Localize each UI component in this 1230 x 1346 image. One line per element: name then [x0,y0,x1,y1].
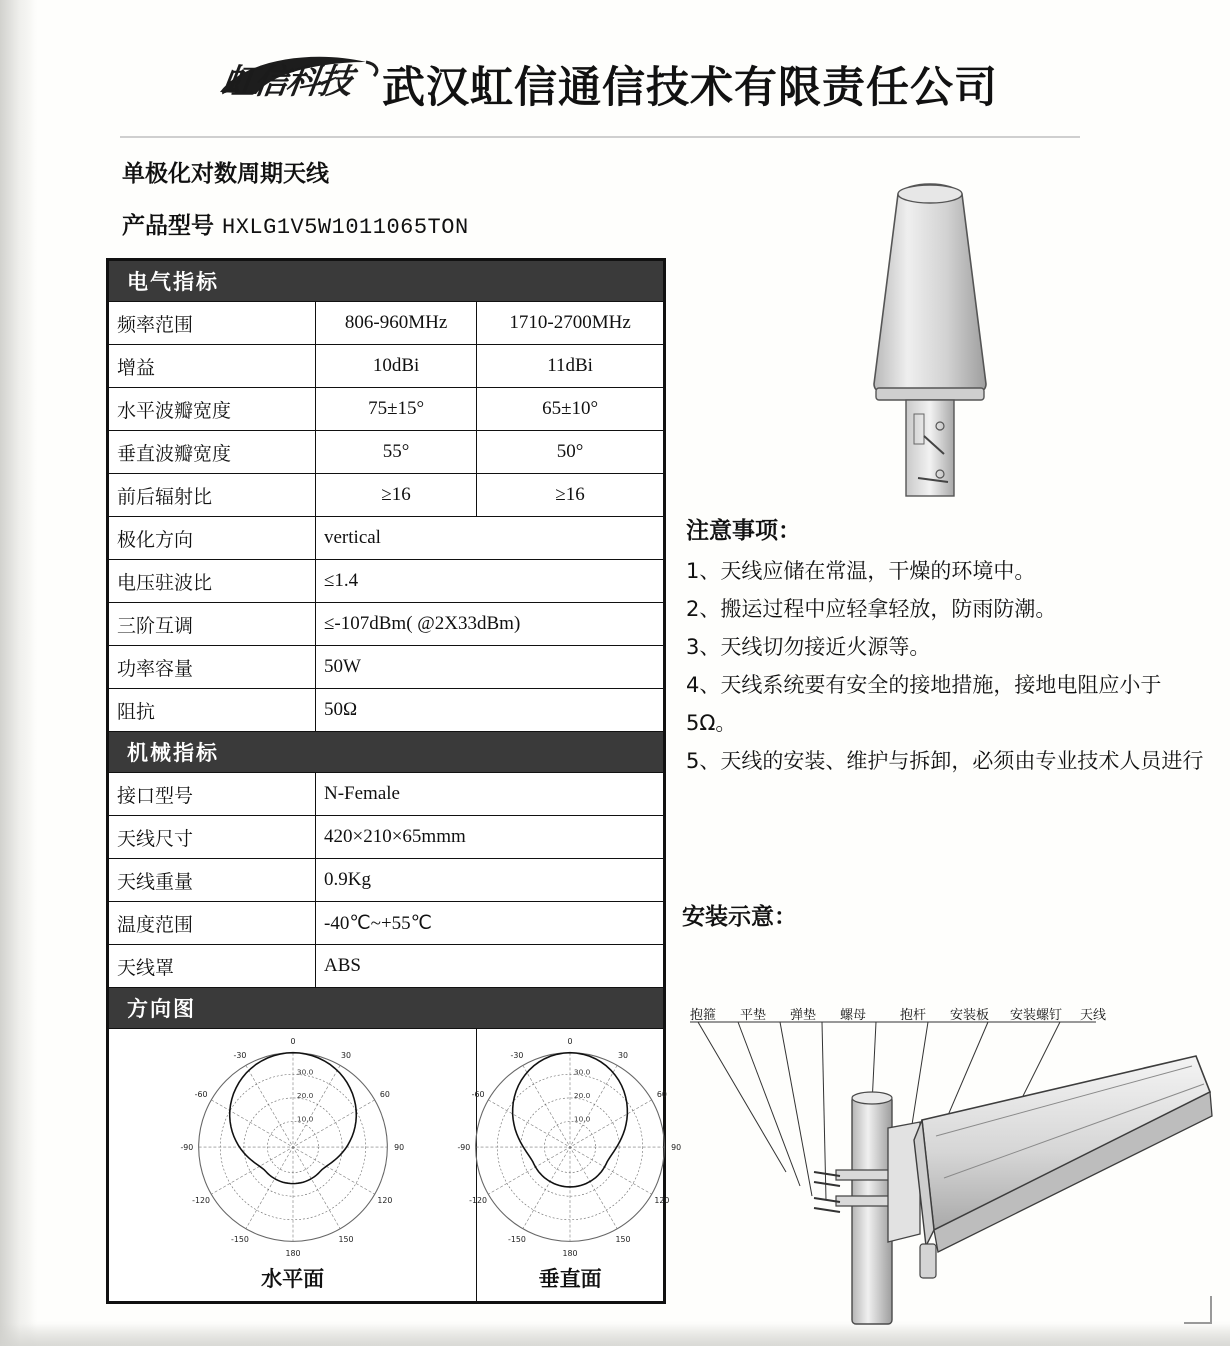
polar-angle-label: 60 [656,1089,667,1099]
spec-table-body [108,260,682,1302]
polar-angle-label: -150 [508,1234,526,1244]
pattern-caption: 垂直面 [538,1267,602,1291]
note-item: 2、搬运过程中应轻拿轻放，防雨防潮。 [686,597,1057,621]
spec-value: 50W [316,646,664,689]
install-title: 安装示意： [682,904,797,930]
table-row [109,902,664,945]
spec-value-band1: 806-960MHz [316,302,477,345]
spec-label: 垂直波瓣宽度 [109,431,316,474]
horizontal-pattern-plot [175,1037,411,1263]
mechanical-section-header [109,732,664,773]
table-row [109,345,664,388]
polar-angle-label: -120 [469,1196,488,1206]
spec-value-band2: 11dBi [477,345,664,388]
spec-value-band1: ≥16 [316,474,477,517]
table-row [109,603,664,646]
spec-label: 接口型号 [109,773,316,816]
polar-angle-label: -60 [194,1089,208,1099]
spec-value-band2: ≥16 [477,474,664,517]
spec-label: 电压驻波比 [109,560,316,603]
polar-angle-label: 150 [338,1234,354,1244]
vertical-pattern-plot [452,1037,688,1263]
logo-wordmark: 虹信科技 [219,64,353,101]
mechanical-section-header-label: 机械指标 [109,732,664,773]
spec-value: vertical [316,517,664,560]
callout-label: 安装螺钉 [1010,1008,1063,1023]
table-row [109,388,664,431]
spec-value-band1: 10dBi [316,345,477,388]
callout-label: 天线 [1080,1008,1107,1023]
spec-value-band1: 75±15° [316,388,477,431]
notes-title: 注意事项： [686,518,801,544]
spec-value: 50Ω [316,689,664,732]
polar-ring-label: 20.0 [296,1090,313,1100]
pattern-cell-horizontal [109,1029,477,1302]
table-row [109,302,664,345]
polar-angle-label: 0 [290,1037,296,1046]
model-row [122,207,469,240]
polar-ring-label: 30.0 [574,1067,591,1077]
scan-edge-shadow-left [0,0,34,1346]
spec-value: ABS [316,945,664,988]
polar-angle-label: -30 [510,1051,524,1061]
polar-angle-label: 180 [562,1249,578,1259]
model-label: 产品型号 [122,213,214,239]
polar-angle-label: -30 [233,1051,246,1061]
note-item: 1、天线应储在常温，干燥的环境中。 [686,559,1036,583]
pattern-cell-vertical [457,1029,682,1302]
table-row [109,431,664,474]
callout-label: 平垫 [740,1008,767,1023]
polar-angle-label: 30 [340,1051,351,1061]
spec-label: 阻抗 [109,689,316,732]
table-row [109,646,664,689]
spec-label: 天线罩 [109,945,316,988]
spec-label: 温度范围 [109,902,316,945]
polar-angle-label: -90 [180,1143,193,1152]
spec-label: 天线尺寸 [109,816,316,859]
spec-value: 420×210×65mmm [316,816,664,859]
installation-diagram [676,1000,1216,1330]
spec-value-band2: 1710-2700MHz [477,302,664,345]
page-title: 单极化对数周期天线 [122,161,329,187]
table-row [109,859,664,902]
document-header [0,18,1230,114]
callout-label: 安装板 [950,1008,990,1023]
polar-ring-label: 30.0 [296,1067,313,1077]
model-value: HXLG1V5W1011065TON [222,215,469,240]
table-row [109,474,664,517]
note-item: 5、天线的安装、维护与拆卸，必须由专业技术人员进行 [686,749,1204,773]
callout-label: 螺母 [840,1008,867,1023]
polar-angle-label: 0 [567,1037,573,1046]
spec-value: ≤1.4 [316,560,664,603]
polar-angle-label: -150 [230,1234,249,1244]
polar-angle-label: -60 [471,1089,485,1099]
pattern-row [109,1029,664,1302]
table-row [109,689,664,732]
specification-table [106,258,682,1304]
spec-value-band1: 55° [316,431,477,474]
callout-label: 抱箍 [690,1008,717,1023]
spec-value-band2: 65±10° [477,388,664,431]
polar-angle-label: 60 [379,1089,390,1099]
table-row [109,773,664,816]
note-item: 3、天线切勿接近火源等。 [686,635,931,659]
notes-list [686,552,1206,780]
company-name: 武汉虹信通信技术有限责任公司 [382,63,998,113]
polar-angle-label: -90 [457,1143,471,1152]
table-row [109,560,664,603]
polar-angle-label: 150 [615,1234,631,1244]
spec-value: 0.9Kg [316,859,664,902]
polar-angle-label: 180 [285,1249,301,1259]
pattern-caption: 水平面 [261,1267,325,1291]
polar-angle-label: 120 [376,1196,392,1206]
note-item: 4、天线系统要有安全的接地措施，接地电阻应小于5Ω。 [686,673,1162,735]
polar-ring-label: 10.0 [574,1114,591,1124]
spec-value: -40℃~+55℃ [316,902,664,945]
callout-label: 弹垫 [790,1008,817,1023]
spec-label: 三阶互调 [109,603,316,646]
pattern-section-header-label: 方向图 [109,988,664,1029]
spec-label: 水平波瓣宽度 [109,388,316,431]
table-row [109,517,664,560]
table-row [109,816,664,859]
polar-angle-label: -120 [191,1196,210,1206]
spec-label: 前后辐射比 [109,474,316,517]
callout-label: 抱杆 [900,1008,927,1023]
polar-angle-label: 120 [654,1196,670,1206]
antenna-product-photo [840,178,1020,508]
electrical-section-header [109,261,664,302]
spec-label: 天线重量 [109,859,316,902]
table-row [109,945,664,988]
spec-value: ≤-107dBm( @2X33dBm) [316,603,664,646]
pattern-section-header [109,988,664,1029]
polar-angle-label: 90 [393,1143,404,1152]
polar-ring-label: 20.0 [574,1090,591,1100]
spec-label: 功率容量 [109,646,316,689]
electrical-section-header-label: 电气指标 [109,261,664,302]
header-divider [120,136,1080,138]
polar-ring-label: 10.0 [296,1114,313,1124]
spec-value: N-Female [316,773,664,816]
spec-label: 极化方向 [109,517,316,560]
spec-label: 频率范围 [109,302,316,345]
polar-angle-label: 90 [671,1143,682,1152]
spec-label: 增益 [109,345,316,388]
polar-angle-label: 30 [618,1051,629,1061]
spec-value-band2: 50° [477,431,664,474]
